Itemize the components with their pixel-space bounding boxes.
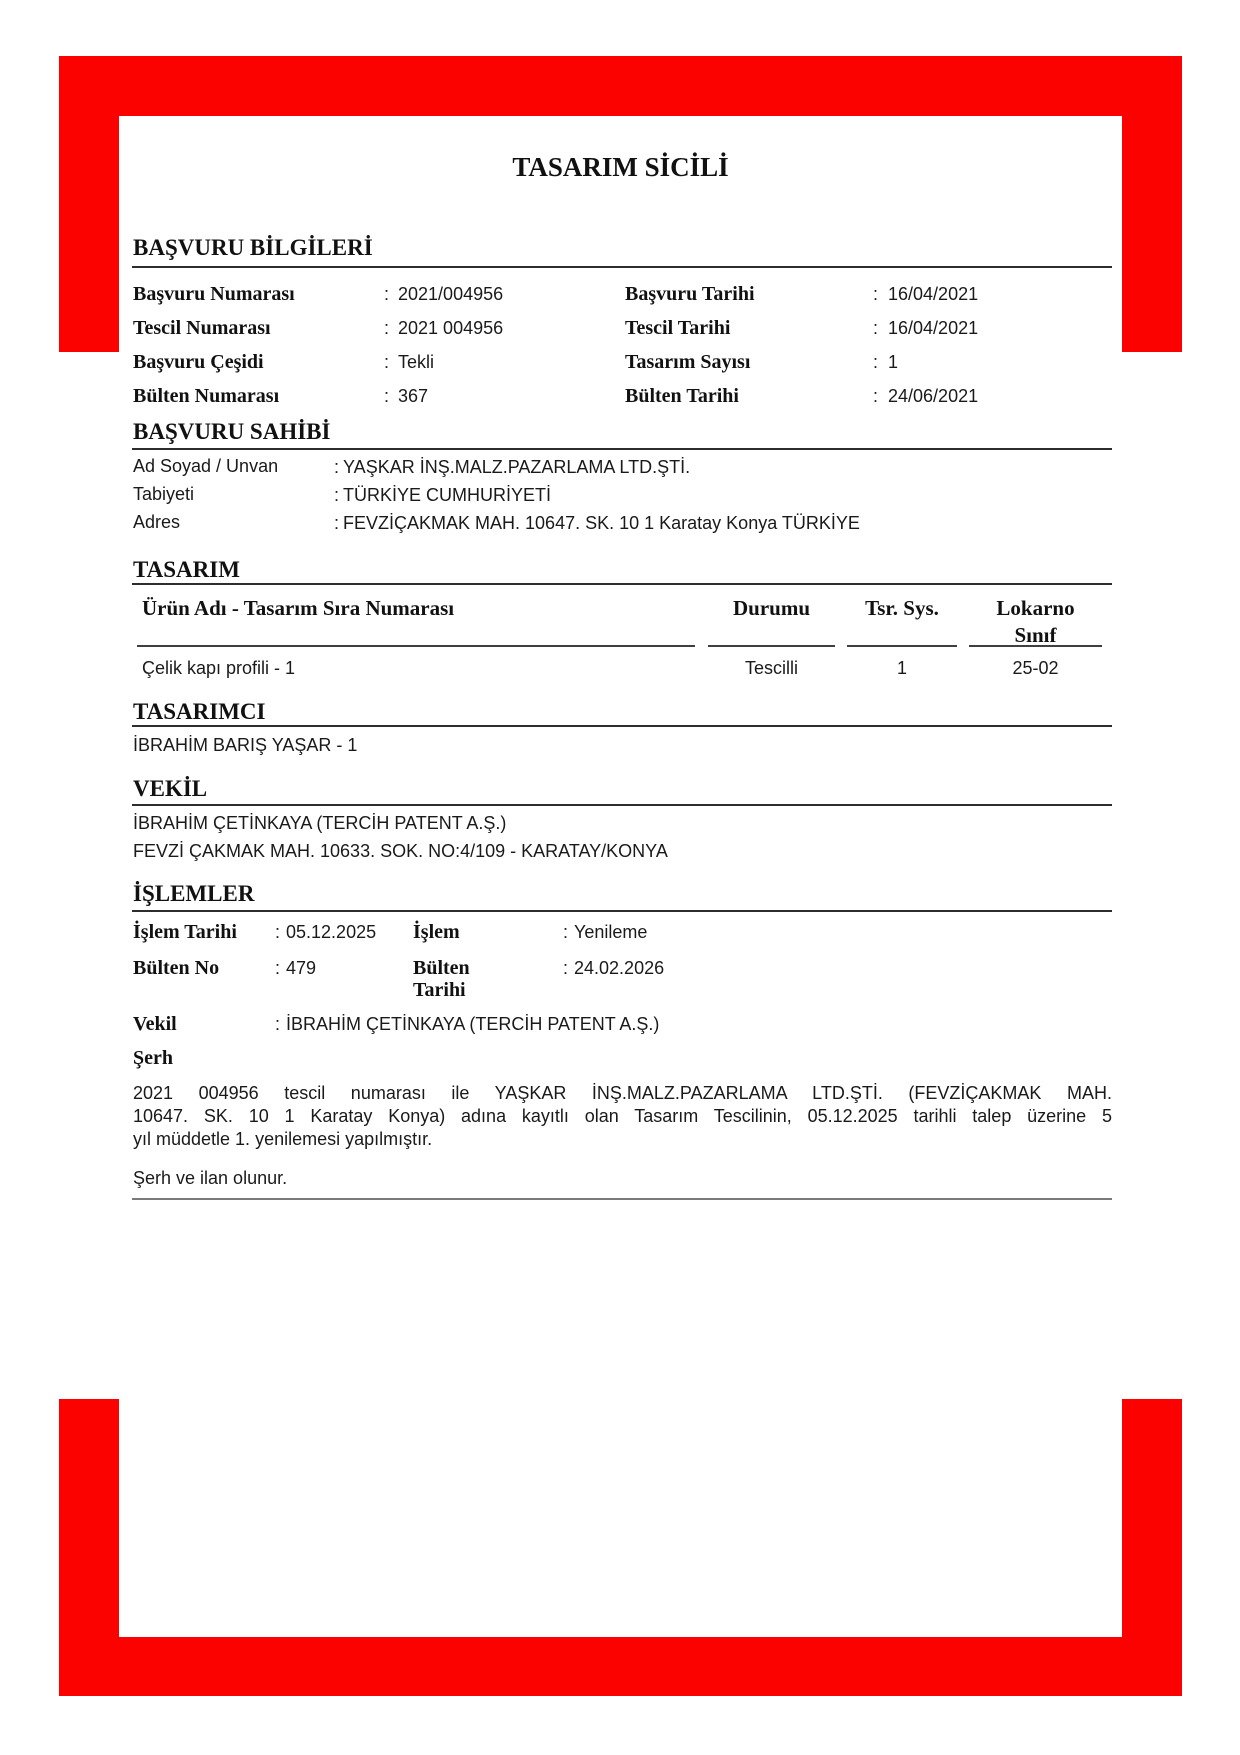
section-divider xyxy=(132,910,1112,912)
field-value-islem-tarihi: 05.12.2025 xyxy=(286,922,377,942)
field-label-serh: Şerh xyxy=(133,1047,173,1069)
vekil-name: İBRAHİM ÇETİNKAYA (TERCİH PATENT A.Ş.) xyxy=(133,813,507,833)
colon: : xyxy=(563,958,569,978)
section-islemler xyxy=(133,882,1112,1212)
field-value-bulten-tarihi-islem: 24.02.2026 xyxy=(574,958,665,978)
field-value-tescil-tarihi: 16/04/2021 xyxy=(888,318,979,338)
field-value-tescil-numarasi: 2021 004956 xyxy=(398,318,504,338)
field-label-tescil-numarasi: Tescil Numarası xyxy=(133,317,271,339)
cell-tsr-sys: 1 xyxy=(896,658,907,678)
field-label-islem: İşlem xyxy=(413,921,460,943)
field-label-adres: Adres xyxy=(133,512,181,532)
column-header-sinif: Sınıf xyxy=(1014,623,1057,647)
field-label-bulten-tarihi: Bülten Tarihi xyxy=(625,385,739,407)
field-value-tabiyeti: TÜRKİYE CUMHURİYETİ xyxy=(343,485,552,505)
section-divider xyxy=(132,448,1112,450)
document-content xyxy=(119,116,1122,1616)
table-header-row xyxy=(133,595,1112,649)
tasarim-heading: TASARIM xyxy=(133,557,240,582)
colon: : xyxy=(334,485,340,505)
field-label-vekil: Vekil xyxy=(133,1013,177,1035)
basvuru-bilgileri-heading: BAŞVURU BİLGİLERİ xyxy=(133,235,373,260)
section-basvuru-bilgileri xyxy=(133,236,1112,420)
colon: : xyxy=(384,352,390,372)
field-label-bulten-tarihi xyxy=(413,957,563,1001)
field-value-basvuru-tarihi: 16/04/2021 xyxy=(888,284,979,304)
field-label-bulten-no: Bülten No xyxy=(133,957,220,979)
serh-label-row xyxy=(133,1047,1112,1069)
info-row xyxy=(133,317,1112,339)
islem-row xyxy=(133,957,1112,1001)
info-row xyxy=(133,351,1112,373)
field-value-basvuru-numarasi: 2021/004956 xyxy=(398,284,504,304)
table-header-underlines xyxy=(133,645,1112,647)
tasarimci-name: İBRAHİM BARIŞ YAŞAR - 1 xyxy=(133,735,358,755)
column-header-durumu: Durumu xyxy=(732,596,811,620)
colon: : xyxy=(275,922,281,942)
field-value-tasarim-sayisi: 1 xyxy=(888,352,899,372)
serh-text-line: 2021 004956 tescil numarası ile YAŞKAR İNŞ.MALZ.PAZARLAMA LTD.ŞTİ. (FEVZİÇAKMAK MAH. xyxy=(133,1083,1112,1103)
field-value-bulten-tarihi: 24/06/2021 xyxy=(888,386,979,406)
field-value-ad-soyad-unvan: YAŞKAR İNŞ.MALZ.PAZARLAMA LTD.ŞTİ. xyxy=(343,457,691,477)
column-underline xyxy=(847,645,957,647)
section-tasarim xyxy=(133,558,1112,700)
colon: : xyxy=(334,513,340,533)
colon: : xyxy=(384,284,390,304)
field-label-bulten-tarihi-text: Bülten Tarihi xyxy=(413,957,470,1001)
field-label-tasarim-sayisi: Tasarım Sayısı xyxy=(625,351,751,373)
field-value-adres: FEVZİÇAKMAK MAH. 10647. SK. 10 1 Karatay Konya TÜRKİYE xyxy=(343,513,860,533)
cell-urun-adi: Çelik kapı profili - 1 xyxy=(142,658,296,678)
info-row xyxy=(133,283,1112,305)
islemler-heading: İŞLEMLER xyxy=(133,881,255,906)
colon: : xyxy=(873,284,879,304)
info-row xyxy=(133,484,1112,506)
section-divider xyxy=(132,583,1112,585)
column-underline xyxy=(969,645,1102,647)
red-frame-bottom-band xyxy=(59,1637,1182,1696)
column-header-lokarno: Lokarno xyxy=(996,596,1075,620)
document-title: TASARIM SİCİLİ xyxy=(512,152,729,182)
colon: : xyxy=(275,1014,281,1034)
colon: : xyxy=(873,386,879,406)
field-value-bulten-no: 479 xyxy=(286,958,317,978)
serh-text-line: 10647. SK. 10 1 Karatay Konya) adına kayıtlı olan Tasarım Tescilinin, 05.12.2025 tarihli talep üzerine 5 xyxy=(133,1106,1112,1126)
colon: : xyxy=(384,318,390,338)
tasarimci-heading: TASARIMCI xyxy=(133,699,266,724)
colon: : xyxy=(384,386,390,406)
field-label-basvuru-numarasi: Başvuru Numarası xyxy=(133,283,295,305)
field-label-basvuru-tarihi: Başvuru Tarihi xyxy=(625,283,755,305)
field-value-bulten-numarasi: 367 xyxy=(398,386,429,406)
section-divider xyxy=(132,804,1112,806)
table-row xyxy=(133,657,1112,679)
section-divider xyxy=(132,266,1112,268)
field-label-basvuru-cesidi: Başvuru Çeşidi xyxy=(133,351,264,373)
cell-durumu: Tescilli xyxy=(744,658,798,678)
colon: : xyxy=(563,922,569,942)
cell-lokarno: 25-02 xyxy=(1012,658,1059,678)
section-basvuru-sahibi xyxy=(133,420,1112,558)
section-tasarimci xyxy=(133,700,1112,777)
column-header-lokarno-sinif xyxy=(969,595,1102,649)
section-divider xyxy=(132,725,1112,727)
info-row xyxy=(133,385,1112,407)
colon: : xyxy=(334,457,340,477)
field-value-basvuru-cesidi: Tekli xyxy=(398,352,435,372)
field-label-tescil-tarihi: Tescil Tarihi xyxy=(625,317,731,339)
field-label-ad-soyad-unvan: Ad Soyad / Unvan xyxy=(133,456,279,476)
field-label-bulten-numarasi: Bülten Numarası xyxy=(133,385,280,407)
vekil-heading: VEKİL xyxy=(133,776,208,801)
colon: : xyxy=(873,318,879,338)
column-header-tsr-sys: Tsr. Sys. xyxy=(865,596,939,620)
field-value-islem: Yenileme xyxy=(574,922,648,942)
red-frame-top-band xyxy=(59,56,1182,116)
red-frame-left-bar-top xyxy=(59,56,119,352)
basvuru-sahibi-heading: BAŞVURU SAHİBİ xyxy=(133,419,331,444)
serh-text-line: yıl müddetle 1. yenilemesi yapılmıştır. xyxy=(133,1129,433,1149)
colon: : xyxy=(873,352,879,372)
column-header-urun-adi: Ürün Adı - Tasarım Sıra Numarası xyxy=(142,596,455,620)
field-value-vekil: İBRAHİM ÇETİNKAYA (TERCİH PATENT A.Ş.) xyxy=(286,1014,660,1034)
column-underline xyxy=(708,645,835,647)
info-row xyxy=(133,512,1112,534)
islem-row xyxy=(133,1013,1112,1035)
bottom-divider xyxy=(132,1198,1112,1200)
islem-row xyxy=(133,921,1112,943)
column-underline xyxy=(137,645,695,647)
colon: : xyxy=(275,958,281,978)
closing-statement: Şerh ve ilan olunur. xyxy=(133,1168,288,1188)
field-label-tabiyeti: Tabiyeti xyxy=(133,484,195,504)
info-row xyxy=(133,456,1112,478)
vekil-address: FEVZİ ÇAKMAK MAH. 10633. SOK. NO:4/109 - KARATAY/KONYA xyxy=(133,841,668,861)
section-vekil xyxy=(133,777,1112,882)
red-frame-right-bar-top xyxy=(1122,56,1182,352)
field-label-islem-tarihi: İşlem Tarihi xyxy=(133,921,237,943)
